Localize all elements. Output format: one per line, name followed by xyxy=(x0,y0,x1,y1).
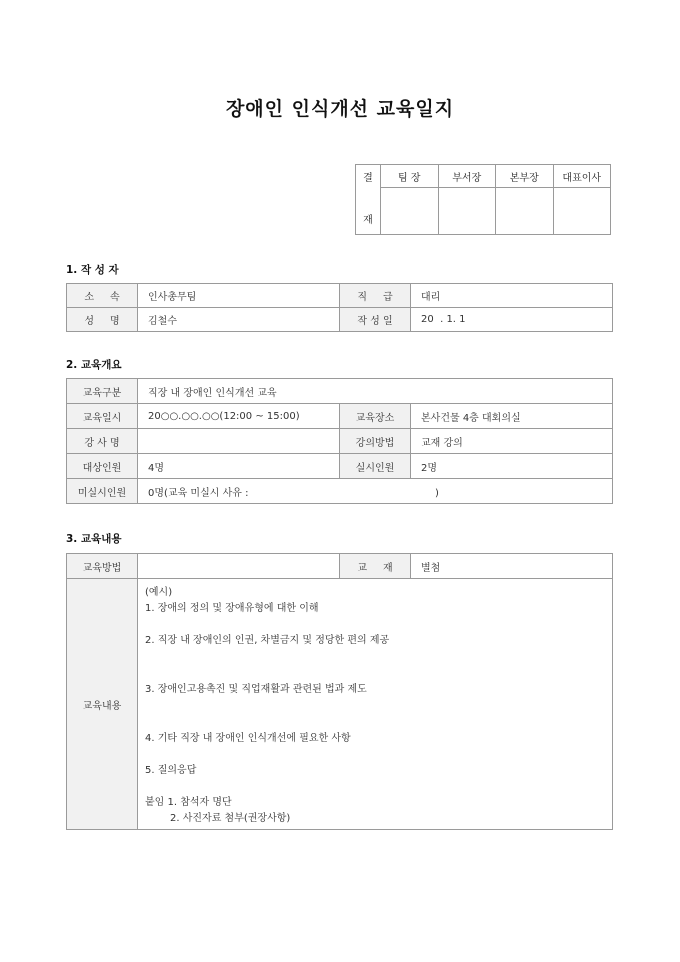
lecture-method-value[interactable]: 교재 강의 xyxy=(411,429,613,454)
approval-sign-box[interactable] xyxy=(553,188,611,235)
instructor-label: 강 사 명 xyxy=(67,429,138,454)
dept-value[interactable]: 인사총무팀 xyxy=(138,284,340,308)
content-item: 5. 질의응답 xyxy=(145,765,197,776)
content-item: 4. 기타 직장 내 장애인 인식개선에 필요한 사항 xyxy=(145,733,351,744)
approval-sign-box[interactable] xyxy=(496,188,554,235)
content-item: 2. 직장 내 장애인의 인권, 차별금지 및 정당한 편의 제공 xyxy=(145,635,390,646)
date-label: 작 성 일 xyxy=(340,308,411,332)
actual-count-label: 실시인원 xyxy=(340,454,411,479)
page-title: 장애인 인식개선 교육일지 xyxy=(225,98,455,120)
section-heading-overview: 2. 교육개요 xyxy=(66,359,122,371)
content-table xyxy=(66,553,613,830)
edu-type-value[interactable]: 직장 내 장애인 인식개선 교육 xyxy=(138,379,613,404)
attachment-line: 2. 사진자료 첨부(권장사항) xyxy=(170,813,291,824)
target-count-value[interactable]: 4명 xyxy=(138,454,340,479)
absent-reason-text: 0명(교육 미실시 사유 : xyxy=(148,487,249,499)
approval-label: 결 재 xyxy=(356,165,381,235)
material-label: 교 재 xyxy=(340,554,411,579)
overview-table xyxy=(66,378,613,504)
absent-count-label: 미실시인원 xyxy=(67,479,138,504)
name-value[interactable]: 김철수 xyxy=(138,308,340,332)
content-item: 1. 장애의 정의 및 장애유형에 대한 이해 xyxy=(145,603,319,614)
name-label: 성 명 xyxy=(67,308,138,332)
approval-role-team-lead: 팀 장 xyxy=(381,165,439,188)
target-count-label: 대상인원 xyxy=(67,454,138,479)
dept-label: 소 속 xyxy=(67,284,138,308)
lecture-method-label: 강의방법 xyxy=(340,429,411,454)
edu-content-label: 교육내용 xyxy=(67,579,138,830)
edu-datetime-value[interactable]: 20○○.○○.○○(12:00 ~ 15:00) xyxy=(138,404,340,429)
absent-reason-close: ) xyxy=(435,487,439,499)
material-value[interactable]: 별첨 xyxy=(411,554,613,579)
approval-role-division-head: 본부장 xyxy=(496,165,554,188)
instructor-value[interactable] xyxy=(138,429,340,454)
author-table xyxy=(66,283,613,332)
content-item: 3. 장애인고용촉진 및 직업재활과 관련된 법과 제도 xyxy=(145,684,367,695)
actual-count-value[interactable]: 2명 xyxy=(411,454,613,479)
approval-table xyxy=(355,164,611,235)
absent-count-value[interactable] xyxy=(138,479,613,504)
approval-role-ceo: 대표이사 xyxy=(553,165,611,188)
attachment-line: 붙임 1. 참석자 명단 xyxy=(145,797,232,808)
edu-datetime-label: 교육일시 xyxy=(67,404,138,429)
content-example: (예시) xyxy=(145,587,173,598)
section-heading-content: 3. 교육내용 xyxy=(66,533,122,545)
edu-place-label: 교육장소 xyxy=(340,404,411,429)
edu-place-value[interactable]: 본사건물 4층 대회의실 xyxy=(411,404,613,429)
rank-label: 직 급 xyxy=(340,284,411,308)
rank-value[interactable]: 대리 xyxy=(411,284,613,308)
date-value[interactable]: 20 . 1. 1 xyxy=(411,308,613,332)
approval-sign-box[interactable] xyxy=(381,188,439,235)
section-heading-author: 1. 작 성 자 xyxy=(66,264,119,276)
edu-content-body[interactable] xyxy=(138,579,613,830)
approval-role-dept-head: 부서장 xyxy=(438,165,496,188)
edu-method-value[interactable] xyxy=(138,554,340,579)
approval-sign-box[interactable] xyxy=(438,188,496,235)
edu-method-label: 교육방법 xyxy=(67,554,138,579)
edu-type-label: 교육구분 xyxy=(67,379,138,404)
